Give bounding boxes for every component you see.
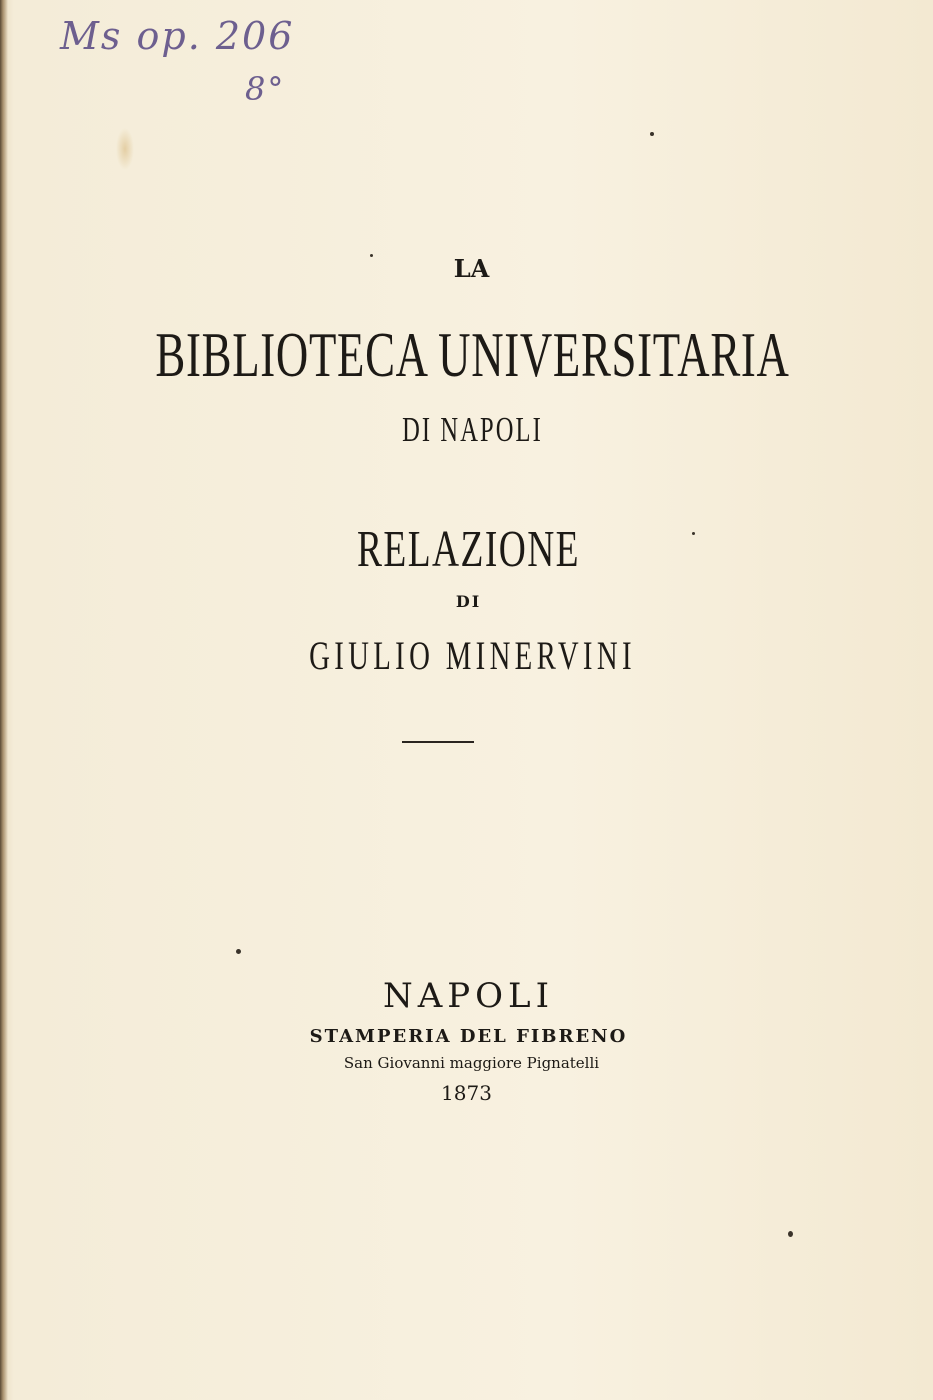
paper-stain	[116, 128, 134, 170]
title-article: LA	[453, 254, 490, 283]
paper-speck	[692, 532, 695, 535]
author-preposition: DI	[455, 592, 482, 611]
paper-speck	[788, 1231, 793, 1237]
paper-speck	[650, 132, 654, 136]
title-place: DI NAPOLI	[402, 410, 543, 449]
main-title: BIBLIOTECA UNIVERSITARIA	[155, 319, 790, 390]
author-name: GIULIO MINERVINI	[309, 633, 636, 678]
shelfmark-line2: 8°	[245, 70, 286, 108]
paper-speck	[370, 254, 373, 257]
divider-rule	[402, 741, 474, 743]
imprint-city: NAPOLI	[382, 976, 555, 1016]
imprint-press: STAMPERIA DEL FIBRENO	[309, 1026, 628, 1047]
paper-speck	[236, 949, 241, 954]
handwritten-shelfmark	[60, 14, 295, 108]
page-edge	[0, 0, 8, 1400]
shelfmark-line1: Ms op. 206	[60, 14, 295, 58]
report-label: RELAZIONE	[357, 521, 580, 578]
imprint-street: San Giovanni maggiore Pignatelli	[343, 1054, 600, 1072]
imprint-year: 1873	[441, 1081, 492, 1105]
